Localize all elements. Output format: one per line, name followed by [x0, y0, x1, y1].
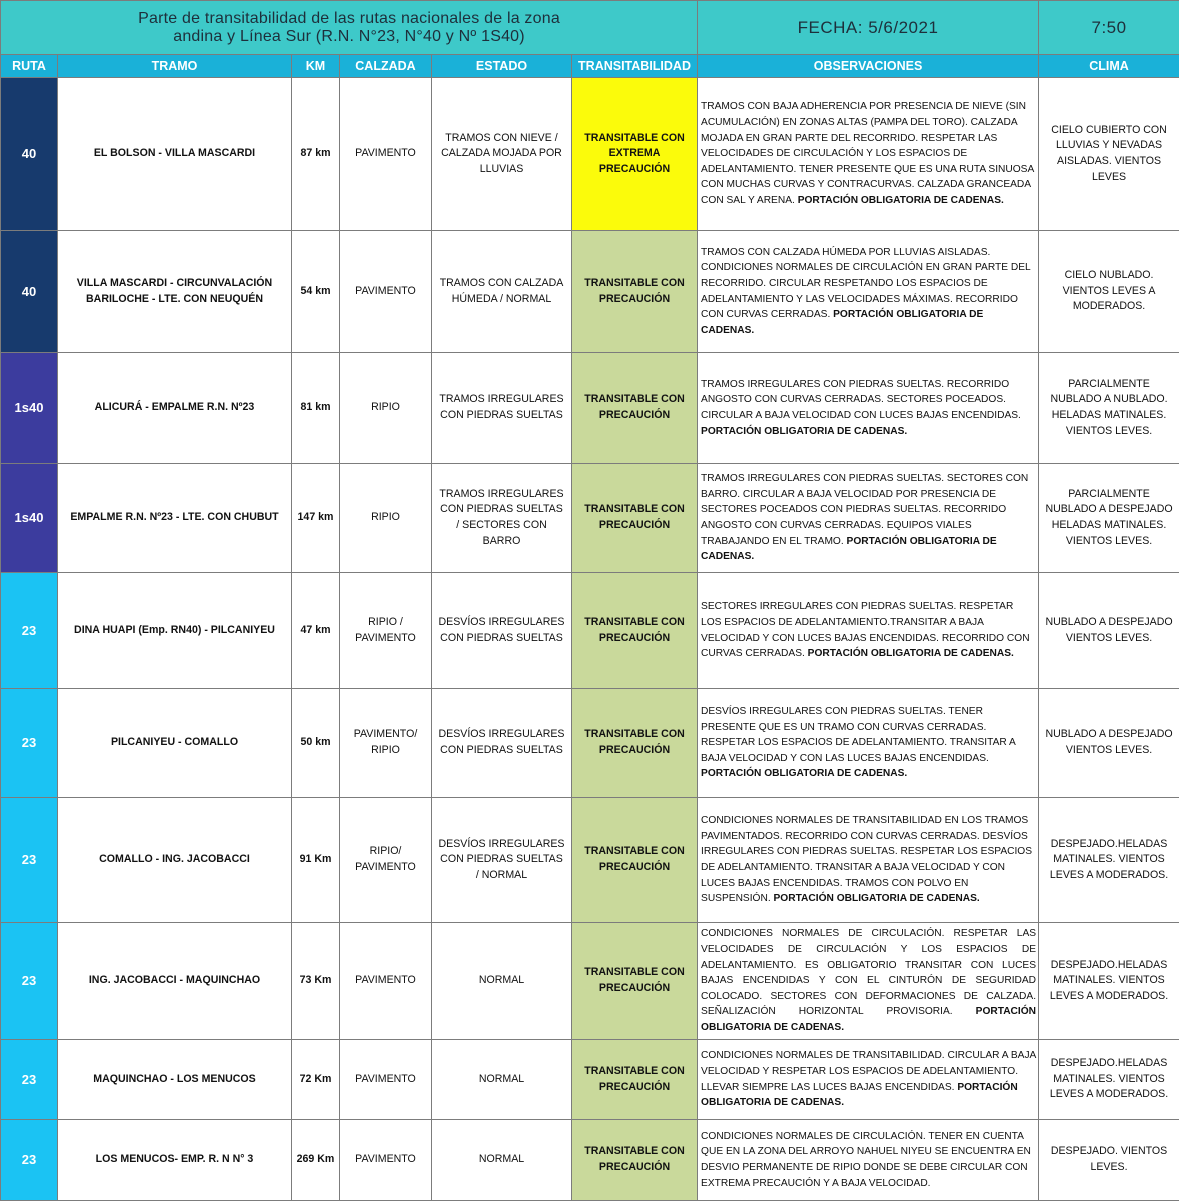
- observaciones-cell: [698, 573, 1039, 689]
- observaciones-text: DESVÍOS IRREGULARES CON PIEDRAS SUELTAS. TENER PRESENTE QUE ES UN TRAMO CON CURVAS CERRADAS. RESPETAR LOS ESPACIOS DE ADELANTAMIENTO. TRANSITAR A BAJA VELOCIDAD Y CON LAS LUCES BAJAS ENCENDIDAS.: [701, 706, 1015, 764]
- observaciones-bold-text: PORTACIÓN OBLIGATORIA DE CADENAS.: [701, 309, 983, 336]
- calzada-cell: PAVIMENTO: [340, 923, 432, 1040]
- column-header-observaciones: OBSERVACIONES: [698, 55, 1039, 78]
- ruta-cell: 23: [1, 689, 58, 798]
- report-date: FECHA: 5/6/2021: [698, 1, 1039, 55]
- km-cell: 269 Km: [292, 1120, 340, 1201]
- km-cell: 87 km: [292, 78, 340, 231]
- observaciones-bold-text: PORTACIÓN OBLIGATORIA DE CADENAS.: [701, 1082, 1018, 1109]
- estado-cell: DESVÍOS IRREGULARES CON PIEDRAS SUELTAS: [432, 689, 572, 798]
- tramo-cell: PILCANIYEU - COMALLO: [58, 689, 292, 798]
- table-row: [1, 798, 1179, 923]
- estado-cell: DESVÍOS IRREGULARES CON PIEDRAS SUELTAS / NORMAL: [432, 798, 572, 923]
- estado-cell: TRAMOS IRREGULARES CON PIEDRAS SUELTAS / SECTORES CON BARRO: [432, 464, 572, 573]
- column-header-estado: ESTADO: [432, 55, 572, 78]
- observaciones-bold-text: PORTACIÓN OBLIGATORIA DE CADENAS.: [701, 426, 907, 437]
- column-header-transitabilidad: TRANSITABILIDAD: [572, 55, 698, 78]
- table-row: [1, 1040, 1179, 1120]
- observaciones-cell: [698, 231, 1039, 353]
- clima-cell: NUBLADO A DESPEJADO VIENTOS LEVES.: [1039, 573, 1179, 689]
- report-title: [1, 1, 698, 55]
- observaciones-cell: [698, 689, 1039, 798]
- clima-cell: PARCIALMENTE NUBLADO A NUBLADO. HELADAS MATINALES. VIENTOS LEVES.: [1039, 353, 1179, 464]
- tramo-cell: LOS MENUCOS- EMP. R. N N° 3: [58, 1120, 292, 1201]
- observaciones-bold-text: PORTACIÓN OBLIGATORIA DE CADENAS.: [808, 648, 1014, 659]
- transitabilidad-cell: TRANSITABLE CON PRECAUCIÓN: [572, 798, 698, 923]
- clima-cell: CIELO CUBIERTO CON LLUVIAS Y NEVADAS AISLADAS. VIENTOS LEVES: [1039, 78, 1179, 231]
- ruta-cell: 23: [1, 798, 58, 923]
- ruta-cell: 1s40: [1, 353, 58, 464]
- column-header-tramo: TRAMO: [58, 55, 292, 78]
- km-cell: 72 Km: [292, 1040, 340, 1120]
- calzada-cell: RIPIO/ PAVIMENTO: [340, 798, 432, 923]
- observaciones-cell: [698, 798, 1039, 923]
- ruta-cell: 23: [1, 1120, 58, 1201]
- observaciones-cell: [698, 1120, 1039, 1201]
- observaciones-text: TRAMOS CON CALZADA HÚMEDA POR LLUVIAS AISLADAS. CONDICIONES NORMALES DE CIRCULACIÓN EN GRAN PARTE DEL RECORRIDO. CIRCULAR RESPETANDO LOS ESPACIOS DE ADELANTAMIENTO Y LAS VELOCIDADES MÁXIMAS. RECORRIDO CON CURVAS CERRADAS.: [701, 247, 1030, 320]
- calzada-cell: PAVIMENTO: [340, 78, 432, 231]
- observaciones-text: CONDICIONES NORMALES DE TRANSITABILIDAD. CIRCULAR A BAJA VELOCIDAD Y RESPETAR LOS ESPACIOS DE ADELANTAMIENTO. LLEVAR SIEMPRE LAS LUCES BAJAS ENCENDIDAS.: [701, 1050, 1036, 1092]
- table-row: [1, 78, 1179, 231]
- tramo-cell: COMALLO - ING. JACOBACCI: [58, 798, 292, 923]
- table-row: [1, 464, 1179, 573]
- estado-cell: DESVÍOS IRREGULARES CON PIEDRAS SUELTAS: [432, 573, 572, 689]
- observaciones-text: TRAMOS IRREGULARES CON PIEDRAS SUELTAS. SECTORES CON BARRO. CIRCULAR A BAJA VELOCIDAD POR PRESENCIA DE SECTORES POCEADOS CON PIEDRAS SUELTAS. RECORRIDO ANGOSTO CON CURVAS CERRADAS. EQUIPOS VIALES TRABAJANDO EN EL TRAMO.: [701, 473, 1028, 546]
- tramo-cell: DINA HUAPI (Emp. RN40) - PILCANIYEU: [58, 573, 292, 689]
- table-row: [1, 689, 1179, 798]
- observaciones-text: TRAMOS IRREGULARES CON PIEDRAS SUELTAS. RECORRIDO ANGOSTO CON CURVAS CERRADAS. SECTORES POCEADOS. CIRCULAR A BAJA VELOCIDAD CON LUCES BAJAS ENCENDIDAS.: [701, 379, 1021, 421]
- estado-cell: NORMAL: [432, 1040, 572, 1120]
- ruta-cell: 1s40: [1, 464, 58, 573]
- calzada-cell: PAVIMENTO/ RIPIO: [340, 689, 432, 798]
- km-cell: 54 km: [292, 231, 340, 353]
- tramo-cell: EMPALME R.N. Nº23 - LTE. CON CHUBUT: [58, 464, 292, 573]
- tramo-cell: ALICURÁ - EMPALME R.N. Nº23: [58, 353, 292, 464]
- calzada-cell: PAVIMENTO: [340, 1040, 432, 1120]
- observaciones-cell: [698, 923, 1039, 1040]
- clima-cell: DESPEJADO.HELADAS MATINALES. VIENTOS LEVES A MODERADOS.: [1039, 1040, 1179, 1120]
- ruta-cell: 23: [1, 573, 58, 689]
- table-row: [1, 231, 1179, 353]
- column-header-ruta: RUTA: [1, 55, 58, 78]
- estado-cell: NORMAL: [432, 923, 572, 1040]
- observaciones-bold-text: PORTACIÓN OBLIGATORIA DE CADENAS.: [701, 536, 997, 563]
- transitabilidad-cell: TRANSITABLE CON PRECAUCIÓN: [572, 353, 698, 464]
- table-row: [1, 573, 1179, 689]
- km-cell: 81 km: [292, 353, 340, 464]
- report-time: 7:50: [1039, 1, 1179, 55]
- observaciones-cell: [698, 78, 1039, 231]
- observaciones-bold-text: PORTACIÓN OBLIGATORIA DE CADENAS.: [798, 195, 1004, 206]
- title-bar: [1, 1, 1179, 55]
- transitabilidad-cell: TRANSITABLE CON EXTREMA PRECAUCIÓN: [572, 78, 698, 231]
- calzada-cell: RIPIO / PAVIMENTO: [340, 573, 432, 689]
- km-cell: 91 Km: [292, 798, 340, 923]
- observaciones-text: CONDICIONES NORMALES DE TRANSITABILIDAD EN LOS TRAMOS PAVIMENTADOS. RECORRIDO CON CURVAS CERRADAS. DESVÍOS IRREGULARES CON PIEDRAS SUELTAS. RESPETAR LOS ESPACIOS DE ADELANTAMIENTO. TRANSITAR A BAJA VELOCIDAD Y CON LUCES BAJAS ENCENDIDAS. TRAMOS CON POLVO EN SUSPENSIÓN.: [701, 815, 1032, 904]
- calzada-cell: PAVIMENTO: [340, 1120, 432, 1201]
- ruta-cell: 23: [1, 923, 58, 1040]
- column-header-clima: CLIMA: [1039, 55, 1179, 78]
- report-title-line-2: andina y Línea Sur (R.N. N°23, N°40 y Nº 1S40): [1, 28, 697, 46]
- observaciones-cell: [698, 353, 1039, 464]
- observaciones-text: TRAMOS CON BAJA ADHERENCIA POR PRESENCIA DE NIEVE (SIN ACUMULACIÓN) EN ZONAS ALTAS (PAMPA DEL TORO). CALZADA MOJADA EN GRAN PARTE DEL RECORRIDO. RESPETAR LAS VELOCIDADES DE CIRCULACIÓN Y LOS ESPACIOS DE ADELANTAMIENTO. TENER PRESENTE QUE ES UNA RUTA SINUOSA CON MUCHAS CURVAS Y CONTRACURVAS. CALZADA GRANCEADA CON SAL Y ARENA.: [701, 101, 1034, 206]
- transitabilidad-cell: TRANSITABLE CON PRECAUCIÓN: [572, 464, 698, 573]
- table-row: [1, 353, 1179, 464]
- report-title-line-1: Parte de transitabilidad de las rutas nacionales de la zona: [1, 10, 697, 28]
- calzada-cell: PAVIMENTO: [340, 231, 432, 353]
- transitabilidad-cell: TRANSITABLE CON PRECAUCIÓN: [572, 689, 698, 798]
- estado-cell: TRAMOS IRREGULARES CON PIEDRAS SUELTAS: [432, 353, 572, 464]
- observaciones-text: CONDICIONES NORMALES DE CIRCULACIÓN. RESPETAR LAS VELOCIDADES DE CIRCULACIÓN Y LOS ESPACIOS DE ADELANTAMIENTO. ES OBLIGATORIO TRANSITAR CON LUCES BAJAS ENCENDIDAS Y CON EL CINTURÓN DE SEGURIDAD COLOCADO. SECTORES CON DEFORMACIONES DE CALZADA. SEÑALIZACIÓN HORIZONTAL PROVISORIA.: [701, 928, 1036, 1017]
- clima-cell: PARCIALMENTE NUBLADO A DESPEJADO HELADAS MATINALES. VIENTOS LEVES.: [1039, 464, 1179, 573]
- ruta-cell: 40: [1, 231, 58, 353]
- clima-cell: DESPEJADO.HELADAS MATINALES. VIENTOS LEVES A MODERADOS.: [1039, 798, 1179, 923]
- observaciones-cell: [698, 464, 1039, 573]
- tramo-cell: EL BOLSON - VILLA MASCARDI: [58, 78, 292, 231]
- column-header-row: [1, 55, 1179, 78]
- transitabilidad-cell: TRANSITABLE CON PRECAUCIÓN: [572, 1120, 698, 1201]
- observaciones-text: SECTORES IRREGULARES CON PIEDRAS SUELTAS. RESPETAR LOS ESPACIOS DE ADELANTAMIENTO.TRANSITAR A BAJA VELOCIDAD Y CON LUCES BAJAS ENCENDIDAS. RECORRIDO CON CURVAS CERRADAS.: [701, 601, 1030, 659]
- clima-cell: DESPEJADO. VIENTOS LEVES.: [1039, 1120, 1179, 1201]
- observaciones-bold-text: PORTACIÓN OBLIGATORIA DE CADENAS.: [701, 1006, 1036, 1033]
- km-cell: 50 km: [292, 689, 340, 798]
- clima-cell: DESPEJADO.HELADAS MATINALES. VIENTOS LEVES A MODERADOS.: [1039, 923, 1179, 1040]
- ruta-cell: 40: [1, 78, 58, 231]
- calzada-cell: RIPIO: [340, 464, 432, 573]
- transitabilidad-cell: TRANSITABLE CON PRECAUCIÓN: [572, 923, 698, 1040]
- column-header-km: KM: [292, 55, 340, 78]
- transitabilidad-cell: TRANSITABLE CON PRECAUCIÓN: [572, 231, 698, 353]
- tramo-cell: MAQUINCHAO - LOS MENUCOS: [58, 1040, 292, 1120]
- tramo-cell: ING. JACOBACCI - MAQUINCHAO: [58, 923, 292, 1040]
- estado-cell: NORMAL: [432, 1120, 572, 1201]
- tramo-cell: VILLA MASCARDI - CIRCUNVALACIÓN BARILOCHE - LTE. CON NEUQUÉN: [58, 231, 292, 353]
- calzada-cell: RIPIO: [340, 353, 432, 464]
- observaciones-bold-text: PORTACIÓN OBLIGATORIA DE CADENAS.: [701, 768, 907, 779]
- clima-cell: NUBLADO A DESPEJADO VIENTOS LEVES.: [1039, 689, 1179, 798]
- table-row: [1, 1120, 1179, 1201]
- estado-cell: TRAMOS CON NIEVE / CALZADA MOJADA POR LLUVIAS: [432, 78, 572, 231]
- observaciones-cell: [698, 1040, 1039, 1120]
- clima-cell: CIELO NUBLADO. VIENTOS LEVES A MODERADOS.: [1039, 231, 1179, 353]
- km-cell: 73 Km: [292, 923, 340, 1040]
- table-row: [1, 923, 1179, 1040]
- column-header-calzada: CALZADA: [340, 55, 432, 78]
- observaciones-text: CONDICIONES NORMALES DE CIRCULACIÓN. TENER EN CUENTA QUE EN LA ZONA DEL ARROYO NAHUEL NIYEU SE ENCUENTRA EN DESVIO PERMANENTE DE RIPIO DONDE SE DEBE CIRCULAR CON EXTREMA PRECAUCIÓN Y A BAJA VELOCIDAD.: [701, 1131, 1031, 1189]
- km-cell: 147 km: [292, 464, 340, 573]
- km-cell: 47 km: [292, 573, 340, 689]
- transitabilidad-cell: TRANSITABLE CON PRECAUCIÓN: [572, 573, 698, 689]
- observaciones-bold-text: PORTACIÓN OBLIGATORIA DE CADENAS.: [774, 893, 980, 904]
- ruta-cell: 23: [1, 1040, 58, 1120]
- transitabilidad-cell: TRANSITABLE CON PRECAUCIÓN: [572, 1040, 698, 1120]
- estado-cell: TRAMOS CON CALZADA HÚMEDA / NORMAL: [432, 231, 572, 353]
